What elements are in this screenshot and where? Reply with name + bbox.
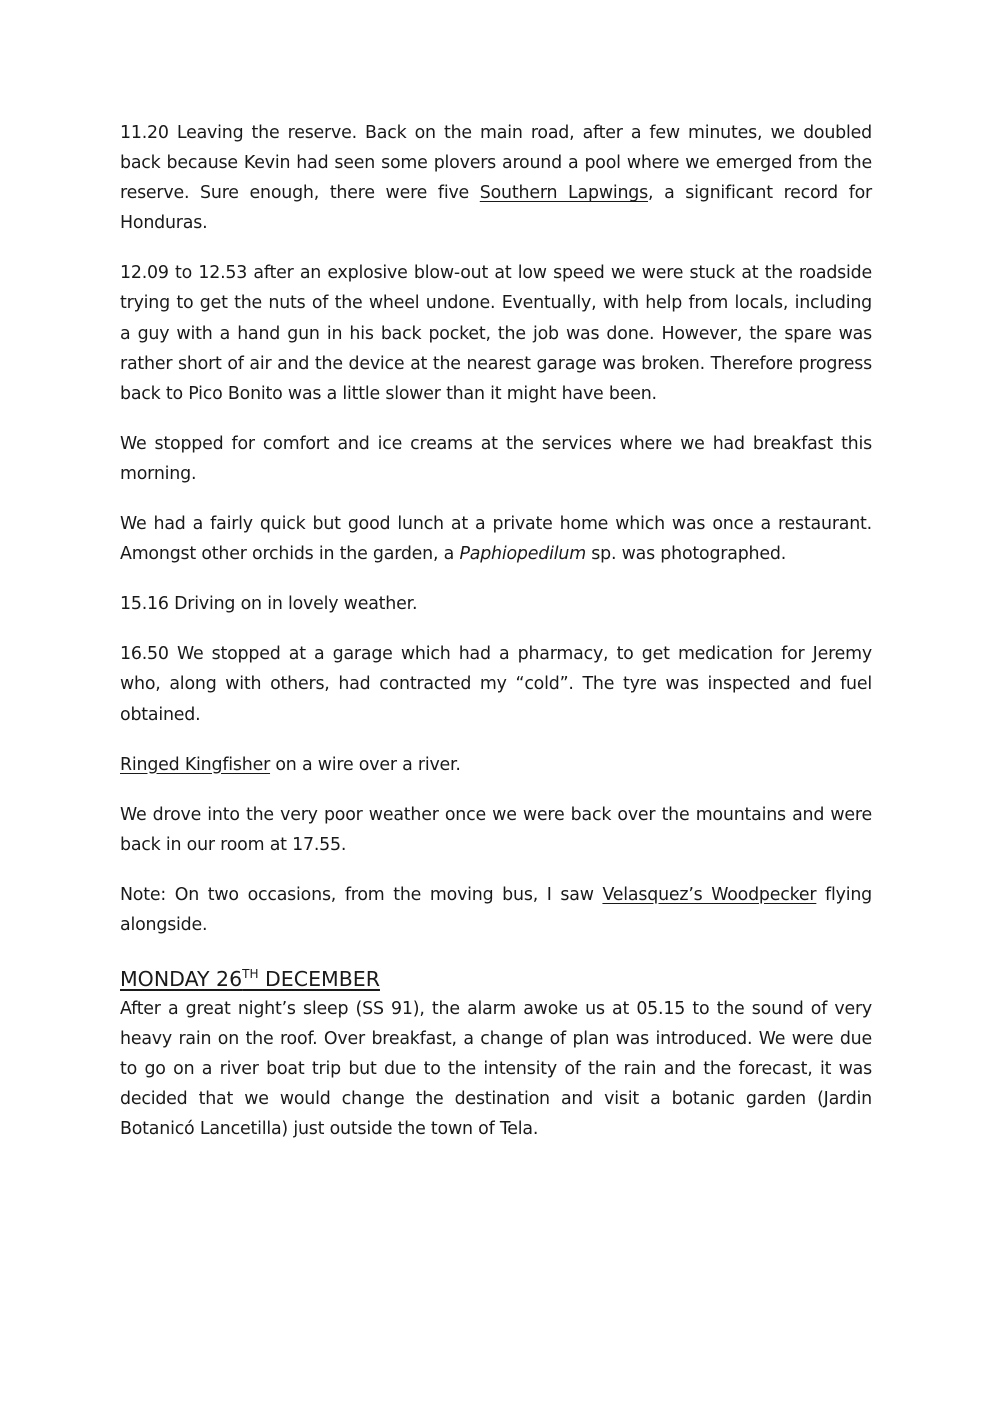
paragraph-day-intro: After a great night’s sleep (SS 91), the alarm awoke us at 05.15 to the sound of very heavy rain on the roof. Over breakfast, a change of plan was introduced. We were due to go on a river boat trip but due to the intensity of the rain and the forecast, it was decided that we would change the destination and visit a botanic garden (Jardin Botanicó Lancetilla) just outside the town of Tela.	[120, 999, 872, 1140]
paragraph-leaving-reserve	[120, 118, 872, 238]
paragraph-text: We had a fairly quick but good lunch at a private home which was once a restaurant. Amongst other orchids in the garden, a	[120, 514, 872, 565]
species-southern-lapwings: Southern Lapwings	[479, 183, 648, 204]
species-velasquez-woodpecker: Velasquez’s Woodpecker	[602, 884, 817, 905]
paragraph-text: on a wire over a river.	[270, 754, 461, 775]
heading-month: DECEMBER	[258, 967, 380, 992]
paragraph-woodpecker-note	[120, 880, 872, 940]
document-page	[120, 118, 872, 1165]
heading-ordinal-suffix: TH	[242, 967, 259, 982]
paragraph-text: flying alongside.	[120, 884, 872, 935]
paragraph-pharmacy: 16.50 We stopped at a garage which had a pharmacy, to get medication for Jeremy who, along with others, had contracted my “cold”. The tyre was inspected and fuel obtained.	[120, 644, 872, 725]
paragraph-text: sp. was photographed.	[585, 544, 787, 565]
heading-day: MONDAY 26	[120, 967, 243, 992]
paragraph-lunch	[120, 509, 872, 569]
paragraph-text: , a significant record for Honduras.	[120, 183, 873, 234]
paragraph-text: Note: On two occasions, from the moving bus, I saw	[120, 884, 603, 905]
paragraph-driving: 15.16 Driving on in lovely weather.	[120, 594, 418, 615]
genus-paphiopedilum: Paphiopedilum	[459, 544, 586, 565]
day-heading	[120, 964, 872, 994]
paragraph-ice-creams: We stopped for comfort and ice creams at the services where we had breakfast this morning.	[120, 433, 872, 484]
paragraph-kingfisher	[120, 750, 872, 780]
paragraph-text: 11.20 Leaving the reserve. Back on the main road, after a few minutes, we doubled back because Kevin had seen some plovers around a pool where we emerged from the reserve. Sure enough, there were five	[120, 123, 872, 204]
paragraph-blow-out: 12.09 to 12.53 after an explosive blow-out at low speed we were stuck at the roadside trying to get the nuts of the wheel undone. Eventually, with help from locals, including a guy with a hand gun in his back pocket, the job was done. However, the spare was rather short of air and the device at the nearest garage was broken. Therefore progress back to Pico Bonito was a little slower than it might have been.	[120, 263, 872, 404]
paragraph-poor-weather: We drove into the very poor weather once we were back over the mountains and were back in our room at 17.55.	[120, 804, 872, 855]
species-ringed-kingfisher: Ringed Kingfisher	[120, 754, 271, 775]
